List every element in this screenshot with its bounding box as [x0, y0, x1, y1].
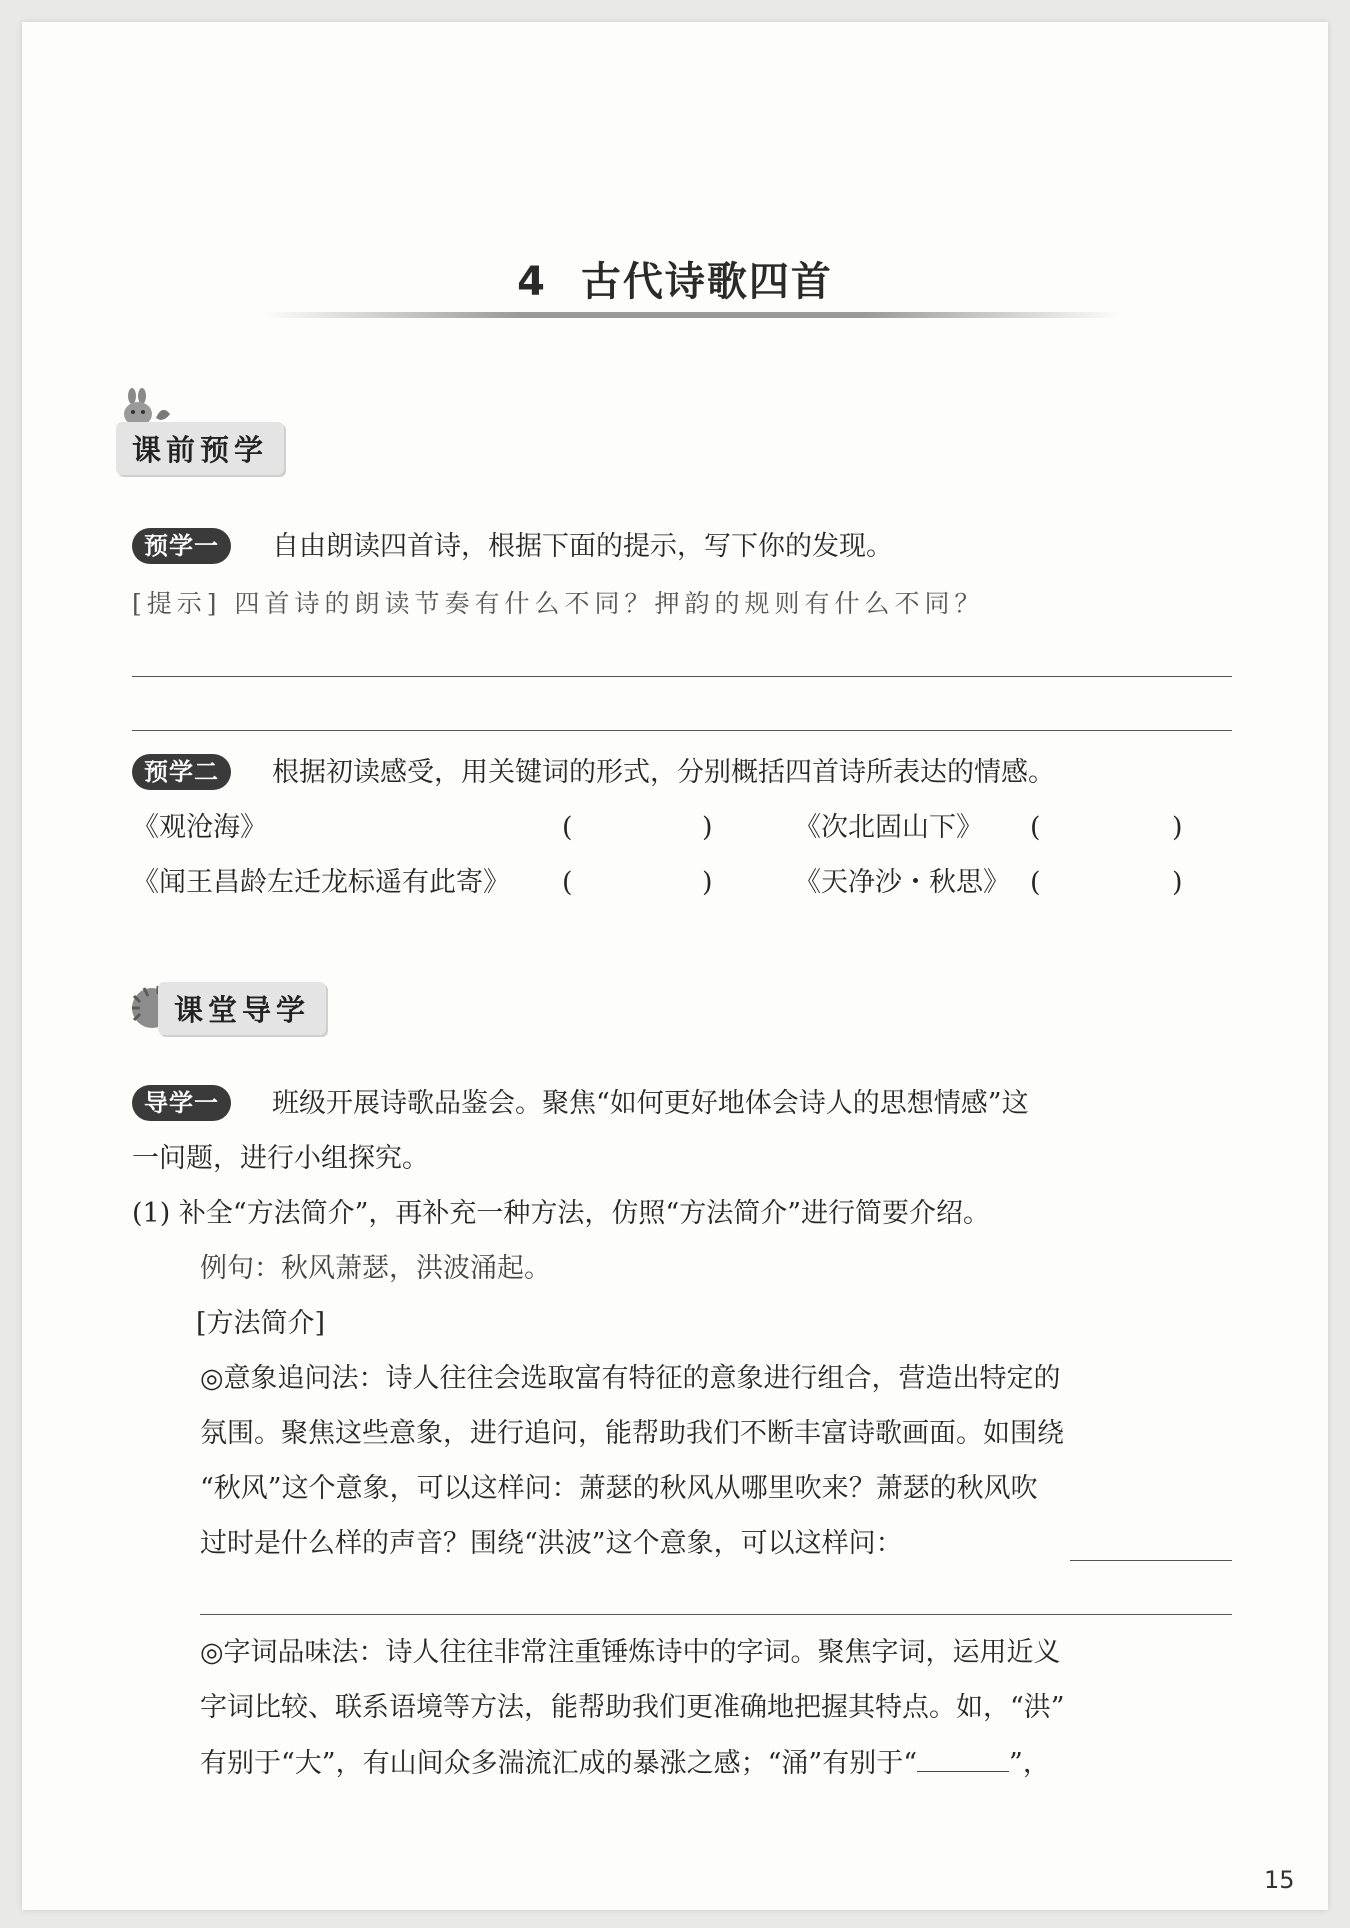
fill-blank[interactable]	[1070, 1560, 1232, 1561]
poem-title: 《观沧海》	[132, 812, 267, 843]
task-guide-1-text-line2: 一问题，进行小组探究。	[132, 1143, 429, 1174]
answer-line[interactable]	[132, 676, 1232, 677]
bracket-close: )	[702, 812, 713, 843]
section-tag-classroom: 课堂导学	[158, 982, 326, 1035]
method2-line: 字词比较、联系语境等方法，能帮助我们更准确地把握其特点。如，“洪”	[200, 1692, 1065, 1723]
lesson-title	[22, 250, 1328, 307]
method2-line: ◎字词品味法：诗人往往非常注重锤炼诗中的字词。聚焦字词，运用近义	[200, 1637, 1061, 1668]
method2-tail: ”，	[1009, 1748, 1050, 1779]
task-preview-1-text: 自由朗读四首诗，根据下面的提示，写下你的发现。	[272, 531, 893, 562]
bracket-open: (	[1030, 812, 1041, 843]
section-tag-preview: 课前预学	[116, 422, 284, 475]
method2-line-text: 有别于“大”，有山间众多湍流汇成的暴涨之感；“涌”有别于“	[200, 1748, 918, 1779]
bracket-close: )	[702, 867, 713, 898]
badge-preview-2: 预学二	[132, 754, 231, 790]
fill-blank[interactable]	[917, 1745, 1009, 1772]
method-heading: [方法简介]	[196, 1308, 326, 1339]
bracket-open: (	[562, 867, 573, 898]
answer-line[interactable]	[200, 1614, 1232, 1615]
poem-title: 《闻王昌龄左迁龙标遥有此寄》	[132, 867, 510, 898]
task-preview-2-text: 根据初读感受，用关键词的形式，分别概括四首诗所表达的情感。	[272, 757, 1055, 788]
method1-line: ◎意象追问法：诗人往往会选取富有特征的意象进行组合，营造出特定的	[200, 1363, 1061, 1394]
bracket-open: (	[562, 812, 573, 843]
task-preview-1	[132, 528, 231, 564]
page-number: 15	[1264, 1866, 1295, 1894]
method1-line: “秋风”这个意象，可以这样问：萧瑟的秋风从哪里吹来？萧瑟的秋风吹	[200, 1473, 1038, 1504]
example-sentence: 例句：秋风萧瑟，洪波涌起。	[200, 1253, 551, 1284]
workbook-page	[22, 22, 1328, 1910]
task-guide-1-text-line1: 班级开展诗歌品鉴会。聚焦“如何更好地体会诗人的思想情感”这	[272, 1088, 1029, 1119]
bracket-close: )	[1172, 867, 1183, 898]
badge-preview-1: 预学一	[132, 528, 231, 564]
answer-line[interactable]	[132, 730, 1232, 731]
method1-line: 氛围。聚焦这些意象，进行追问，能帮助我们不断丰富诗歌画面。如围绕	[200, 1418, 1064, 1449]
lesson-title-text: 古代诗歌四首	[580, 259, 833, 305]
task-guide-1	[132, 1085, 231, 1121]
poem-title: 《天净沙・秋思》	[794, 867, 1010, 898]
badge-guide-1: 导学一	[132, 1085, 231, 1121]
bracket-close: )	[1172, 812, 1183, 843]
method2-line	[200, 1745, 1050, 1782]
title-underline	[262, 312, 1122, 318]
poem-title: 《次北固山下》	[794, 812, 983, 843]
method1-line: 过时是什么样的声音？围绕“洪波”这个意象，可以这样问：	[200, 1528, 903, 1559]
bracket-open: (	[1030, 867, 1041, 898]
task-preview-1-hint: [提示] 四首诗的朗读节奏有什么不同？押韵的规则有什么不同？	[132, 589, 985, 618]
lesson-number: 4	[517, 259, 547, 305]
task-preview-2	[132, 754, 231, 790]
question-1: (1) 补全“方法简介”，再补充一种方法，仿照“方法简介”进行简要介绍。	[132, 1198, 991, 1229]
